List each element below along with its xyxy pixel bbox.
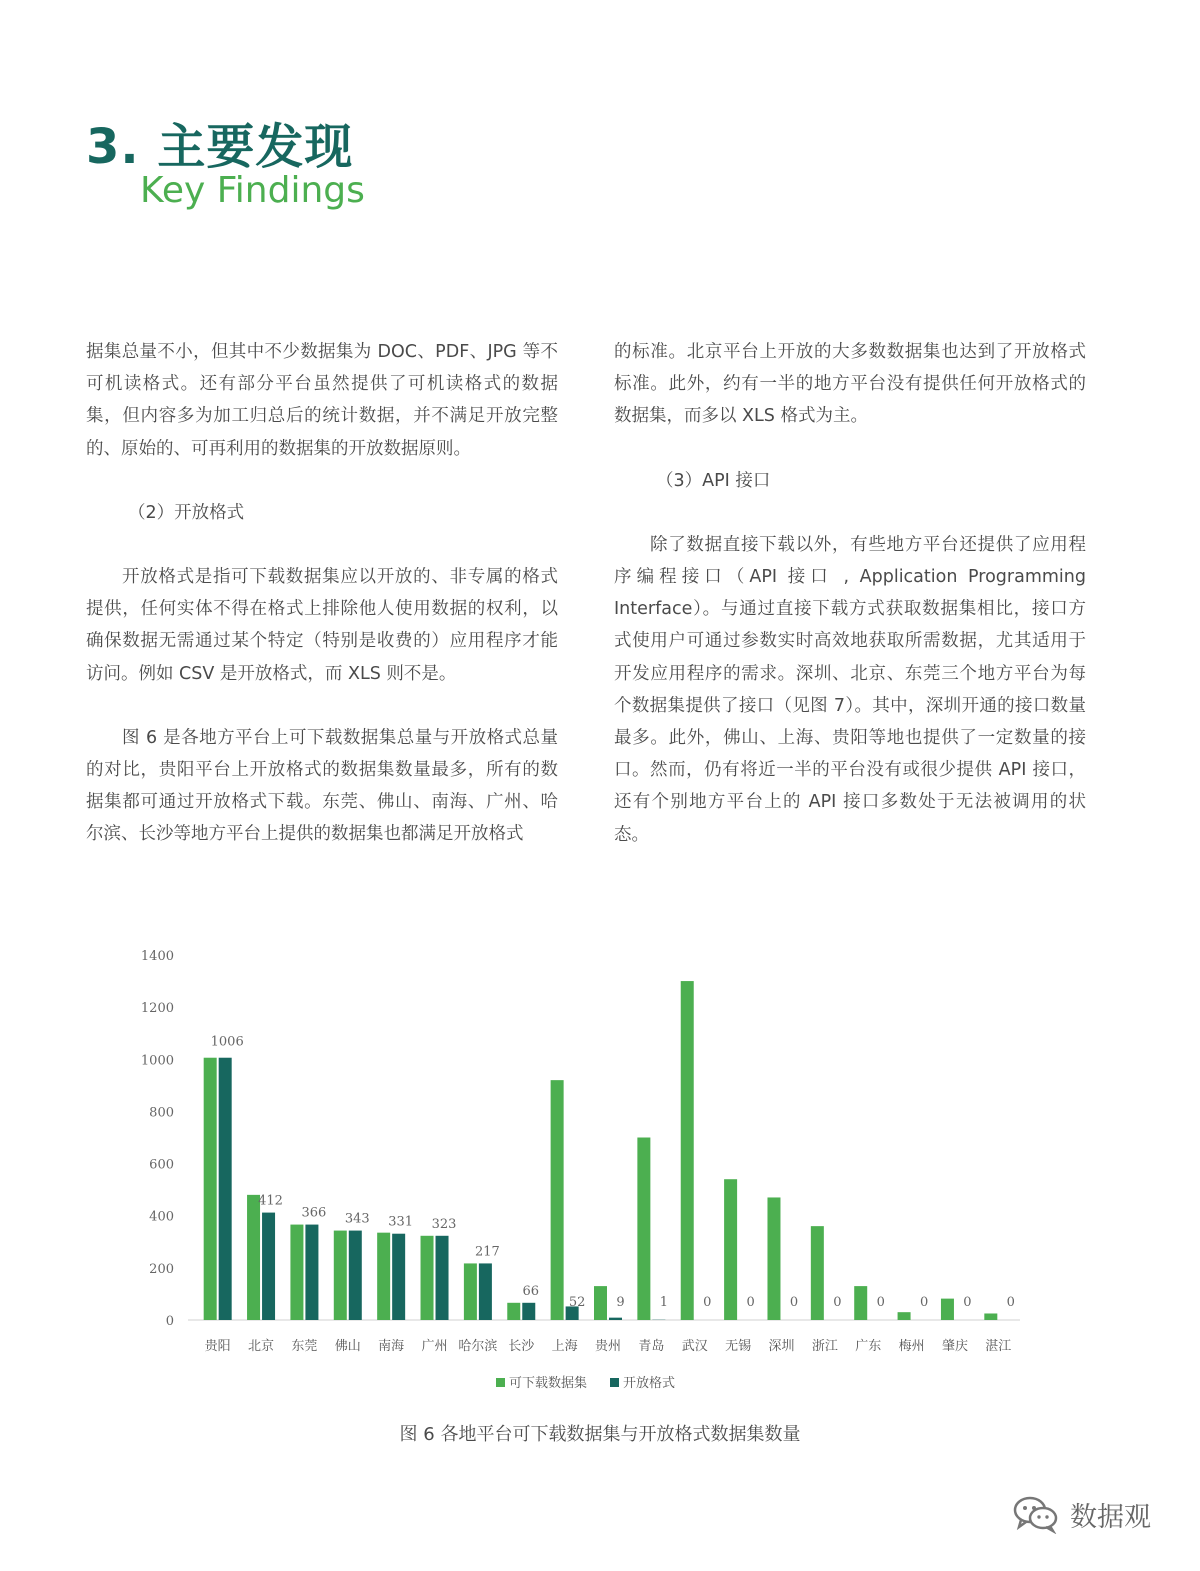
data-label: 343 <box>344 1211 370 1227</box>
bar-downloadable <box>811 1226 824 1320</box>
page-title: 3. 主要发现 <box>86 119 354 175</box>
bar-open-format <box>479 1263 492 1320</box>
y-tick-label: 1000 <box>140 1053 174 1069</box>
bar-chart <box>120 935 1040 1405</box>
bar-open-format <box>522 1303 535 1320</box>
x-tick-label: 肇庆 <box>941 1339 968 1354</box>
y-tick-label: 1400 <box>140 949 174 964</box>
x-tick-label: 贵州 <box>594 1339 622 1354</box>
data-label: 366 <box>301 1205 327 1221</box>
bar-open-format <box>349 1231 362 1320</box>
bar-downloadable <box>594 1286 607 1320</box>
watermark-label: 数据观 <box>1070 1501 1151 1533</box>
x-tick-label: 青岛 <box>638 1339 665 1354</box>
bar-downloadable <box>984 1313 997 1320</box>
data-label: 0 <box>746 1295 755 1310</box>
paragraph: 开放格式是指可下载数据集应以开放的、非专属的格式提供，任何实体不得在格式上排除他人使用数据的权利，以确保数据无需通过某个特定（特别是收费的）应用程序才能访问。例如 CSV 是开放格式，而 XLS 则不是。 <box>86 567 558 684</box>
x-tick-label: 浙江 <box>811 1339 838 1354</box>
bar-downloadable <box>290 1225 303 1320</box>
x-tick-label: 深圳 <box>768 1339 795 1354</box>
data-label: 217 <box>474 1244 500 1260</box>
bar-open-format <box>262 1213 275 1320</box>
bar-downloadable <box>637 1138 650 1321</box>
y-tick-label: 400 <box>149 1209 174 1225</box>
bar-open-format <box>305 1225 318 1320</box>
bar-open-format <box>436 1236 449 1320</box>
bar-open-format <box>392 1234 405 1320</box>
data-label: 0 <box>1006 1295 1015 1310</box>
x-tick-label: 广州 <box>421 1339 448 1354</box>
x-tick-label: 北京 <box>248 1339 275 1354</box>
paragraph: 的标准。北京平台上开放的大多数数据集也达到了开放格式标准。此外，约有一半的地方平台没有提供任何开放格式的数据集，而多以 XLS 格式为主。 <box>614 342 1086 427</box>
bar-open-format <box>219 1058 232 1320</box>
paragraph: 除了数据直接下载以外，有些地方平台还提供了应用程序编程接口（API 接口 , Application Programming Interface）。与通过直接下载方式获取数据集相比，接口方式使用户可通过参数实时高效地获取所需数据，尤其适用于开发应用程序的需求。深圳、北京、东莞三个地方平台为每个数据集提供了接口（见图 7）。其中，深圳开通的接口数量最多。此外，佛山、上海、贵阳等地也提供了一定数量的接口。然而，仍有将近一半的平台没有或很少提供 API 接口，还有个别地方平台上的 API 接口多数处于无法被调用的状态。 <box>614 534 1086 845</box>
bar-downloadable <box>724 1179 737 1320</box>
y-tick-label: 1200 <box>140 1001 174 1017</box>
x-tick-label: 佛山 <box>334 1339 361 1354</box>
bar-downloadable <box>507 1303 520 1320</box>
data-label: 1 <box>659 1295 669 1310</box>
section-heading: （2）开放格式 <box>128 502 245 523</box>
x-tick-label: 武汉 <box>681 1339 708 1354</box>
bar-downloadable <box>204 1058 217 1320</box>
x-tick-label: 湛江 <box>985 1339 1012 1354</box>
data-label: 0 <box>919 1295 929 1310</box>
paragraph: 据集总量不小，但其中不少数据集为 DOC、PDF、JPG 等不可机读格式。还有部分平台虽然提供了可机读格式的数据集，但内容多为加工归总后的统计数据，并不满足开放完整的、原始的、可再利用的数据集的开放数据原则。 <box>86 342 558 459</box>
data-label: 0 <box>876 1295 885 1310</box>
section-heading: （3）API 接口 <box>656 470 771 491</box>
data-label: 412 <box>258 1193 283 1209</box>
bar-downloadable <box>941 1299 954 1320</box>
bar-open-format <box>609 1318 622 1320</box>
bar-downloadable <box>681 981 694 1320</box>
data-label: 66 <box>522 1283 540 1299</box>
data-label: 331 <box>388 1214 414 1230</box>
x-tick-label: 长沙 <box>508 1339 535 1354</box>
bar-downloadable <box>551 1080 564 1320</box>
right-column <box>614 336 1086 851</box>
data-label: 0 <box>833 1295 842 1310</box>
bar-downloadable <box>247 1195 260 1320</box>
data-label: 1006 <box>210 1034 244 1050</box>
bar-downloadable <box>377 1233 390 1320</box>
y-tick-label: 200 <box>149 1261 174 1277</box>
wechat-icon <box>1012 1494 1060 1534</box>
x-tick-label: 梅州 <box>898 1339 925 1354</box>
x-tick-label: 哈尔滨 <box>458 1339 498 1354</box>
bar-downloadable <box>854 1286 867 1320</box>
paragraph: 图 6 是各地方平台上可下载数据集总量与开放格式总量的对比，贵阳平台上开放格式的数据集数量最多，所有的数据集都可通过开放格式下载。东莞、佛山、南海、广州、哈尔滨、长沙等地方平台上提供的数据集也都满足开放格式 <box>86 727 558 845</box>
bar-downloadable <box>464 1263 477 1320</box>
data-label: 0 <box>963 1295 972 1310</box>
x-tick-label: 广东 <box>855 1339 882 1354</box>
data-label: 323 <box>431 1216 457 1232</box>
watermark <box>1012 1494 1151 1534</box>
y-tick-label: 0 <box>165 1314 174 1329</box>
x-tick-label: 南海 <box>378 1339 405 1354</box>
x-tick-label: 东莞 <box>291 1339 318 1354</box>
x-tick-label: 无锡 <box>725 1339 752 1354</box>
figure-caption: 图 6 各地平台可下载数据集与开放格式数据集数量 <box>399 1424 801 1445</box>
legend-swatch <box>610 1378 619 1387</box>
y-tick-label: 800 <box>149 1105 174 1121</box>
x-tick-label: 上海 <box>551 1339 578 1354</box>
data-label: 0 <box>789 1295 799 1310</box>
x-tick-label: 贵阳 <box>204 1339 231 1354</box>
data-label: 0 <box>703 1295 712 1310</box>
bar-downloadable <box>898 1312 911 1320</box>
bar-downloadable <box>334 1231 347 1320</box>
left-column <box>86 336 558 851</box>
bar-downloadable <box>767 1197 780 1320</box>
legend-swatch <box>496 1378 505 1387</box>
legend-label: 开放格式 <box>623 1376 676 1391</box>
legend-label: 可下载数据集 <box>509 1376 588 1391</box>
page-subtitle: Key Findings <box>140 170 365 211</box>
data-label: 52 <box>568 1295 586 1310</box>
bar-downloadable <box>421 1236 434 1320</box>
y-tick-label: 600 <box>149 1157 174 1173</box>
data-label: 9 <box>616 1295 625 1310</box>
